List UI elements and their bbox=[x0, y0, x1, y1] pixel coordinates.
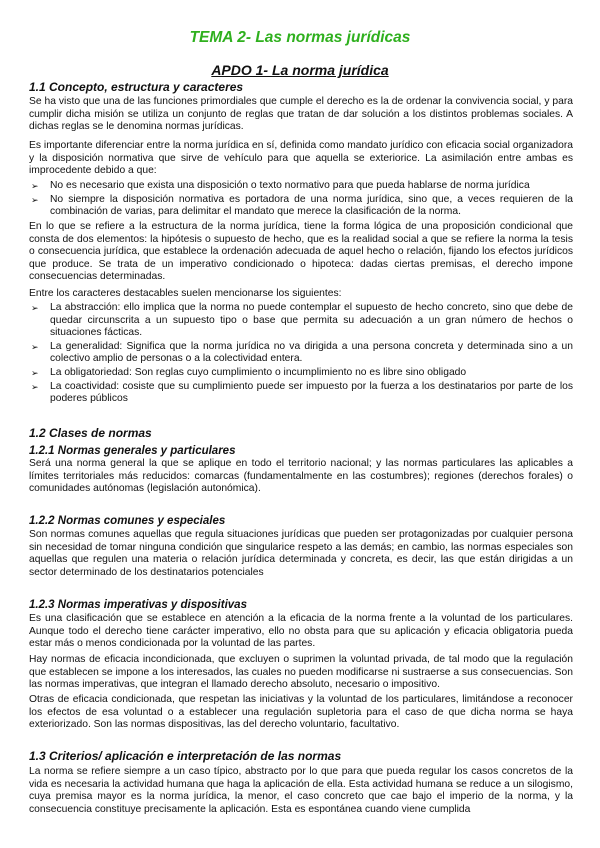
list-item-text: No es necesario que exista una disposición o texto normativo para que pueda hablarse de norma jurídica bbox=[50, 180, 530, 191]
list-item-text: La coactividad: cosiste que su cumplimiento puede ser impuesto por la fuerza a los destinatarios por parte de los poderes públicos bbox=[50, 380, 573, 405]
heading-1-3: 1.3 Criterios/ aplicación e interpretación de las normas bbox=[29, 749, 342, 763]
arrow-bullet-icon: ➢ bbox=[31, 181, 39, 191]
heading-1-2-3: 1.2.3 Normas imperativas y dispositivas bbox=[29, 599, 247, 611]
arrow-bullet-icon: ➢ bbox=[31, 381, 39, 392]
paragraph-1-2-3-a: Es una clasificación que se establece en atención a la eficacia de la norma frente a la voluntad de los particulares. Aunque todo el derecho tiene carácter imperativo, ello no obsta para que su aplicación y eficacia obligatoria pueda estar más o menos condicionada por la voluntad de las partes. bbox=[29, 613, 573, 650]
paragraph-1-2-3-b: Hay normas de eficacia incondicionada, que excluyen o suprimen la voluntad privada, de tal modo que la regulación que establecen se impone a los interesados, las cuales no pueden modificarse ni sustraerse a sus consecuencias. Son las normas imperativas, que integran el llamado derecho absoluto, necesario o impositivo. bbox=[29, 654, 573, 691]
list-item-text: La generalidad: Significa que la norma jurídica no va dirigida a una persona concreta y determinada sino a un colectivo amplio de personas o a la colectividad entera. bbox=[50, 340, 573, 365]
paragraph-1-2-3-c: Otras de eficacia condicionada, que respetan las iniciativas y la voluntad de los particulares, limitándose a reconocer los efectos de esa voluntad o a establecer una regulación supletoria para el caso de que dicha norma se haya exteriorizado. Son las normas dispositivas, las del derecho voluntario, facultativo. bbox=[29, 694, 573, 731]
list-item bbox=[29, 302, 573, 340]
arrow-bullet-icon: ➢ bbox=[31, 367, 39, 378]
bullet-list-1 bbox=[29, 180, 573, 219]
list-item bbox=[29, 367, 573, 380]
paragraph-1-1-d: Entre los caracteres destacables suelen mencionarse los siguientes: bbox=[29, 288, 342, 299]
list-item bbox=[29, 194, 573, 219]
section-title: APDO 1- La norma jurídica bbox=[211, 62, 389, 78]
list-item bbox=[29, 381, 573, 406]
arrow-bullet-icon: ➢ bbox=[31, 341, 39, 352]
arrow-bullet-icon: ➢ bbox=[31, 194, 39, 205]
paragraph-1-1-a: Se ha visto que una de las funciones primordiales que cumple el derecho es la de ordenar la convivencia social, y para cumplir dicha misión se utiliza un conjunto de reglas que tratan de dar solución a los distintos problemas sociales. A dichas reglas se le denomina normas jurídicas. bbox=[29, 96, 573, 133]
list-item-text: La obligatoriedad: Son reglas cuyo cumplimiento o incumplimiento no es libre sino obligado bbox=[50, 366, 467, 378]
heading-1-2-1: 1.2.1 Normas generales y particulares bbox=[29, 445, 236, 457]
paragraph-1-1-b: Es importante diferenciar entre la norma jurídica en sí, definida como mandato jurídico con eficacia social organizadora y la disposición normativa que sirve de vehículo para que aquella se exteriorice. La asimilación entre ambas es improcedente debido a que: bbox=[29, 140, 573, 177]
heading-1-2: 1.2 Clases de normas bbox=[29, 426, 152, 440]
list-item-text: No siempre la disposición normativa es portadora de una norma jurídica, sino que, a veces requieren de la combinación de varias, para delimitar el mandato que merece la clasificación de la norma. bbox=[50, 193, 573, 218]
bullet-list-2 bbox=[29, 302, 573, 406]
paragraph-1-3: La norma se refiere siempre a un caso típico, abstracto por lo que para que pueda regular los casos concretos de la vida es necesaria la actividad humana que haga la aplicación de ella. Esta actividad humana se reduce a un silogismo, cuya premisa mayor es la norma jurídica, la menor, el caso concreto que cae bajo el imperio de la norma, y la consecuencia constituye precisamente la aplicación. Esta es espontánea cuando viene cumplida bbox=[29, 766, 573, 815]
list-item bbox=[29, 180, 573, 193]
paragraph-1-2-2: Son normas comunes aquellas que regula situaciones jurídicas que pueden ser protagonizadas por cualquier persona sin necesidad de tomar ninguna condición que singularice respeto a las demás; en cambio, las normas especiales son aquellas que regulen una materia o relación jurídica determinada y concreta, es decir, las que están dirigidas a un sector determinado de los destinatarios potenciales bbox=[29, 529, 573, 578]
arrow-bullet-icon: ➢ bbox=[31, 303, 39, 313]
heading-1-1: 1.1 Concepto, estructura y caracteres bbox=[29, 80, 244, 94]
paragraph-1-1-c: En lo que se refiere a la estructura de la norma jurídica, tiene la forma lógica de una proposición condicional que consta de dos elementos: la hipótesis o supuesto de hecho, que es la realidad social a que se refiere la norma la tesis o consecuencia jurídica, que establece la ordenación adecuada de aquel hecho o relación, fijando los efectos jurídicos que produce. Se trata de un imperativo condicionado o hipoteca: dadas ciertas premisas, el derecho impone consecuencias determinadas. bbox=[29, 221, 573, 283]
heading-1-2-2: 1.2.2 Normas comunes y especiales bbox=[29, 515, 226, 527]
paragraph-1-2-1: Será una norma general la que se aplique en todo el territorio nacional; y las normas particulares las aplicables a límites territoriales más reducidos: comarcas (fundamentalmente en las costumbres); regiones (derechos forales) o comunidades autónomas (legislación autonómica). bbox=[29, 458, 573, 495]
document-title: TEMA 2- Las normas jurídicas bbox=[189, 29, 411, 46]
list-item-text: La abstracción: ello implica que la norma no puede contemplar el supuesto de hecho concreto, sino que debe de quedar circunscrita a un supuesto tipo o base que permita su adecuación a un gran número de hechos o situaciones fácticas. bbox=[50, 302, 573, 339]
list-item bbox=[29, 341, 573, 366]
